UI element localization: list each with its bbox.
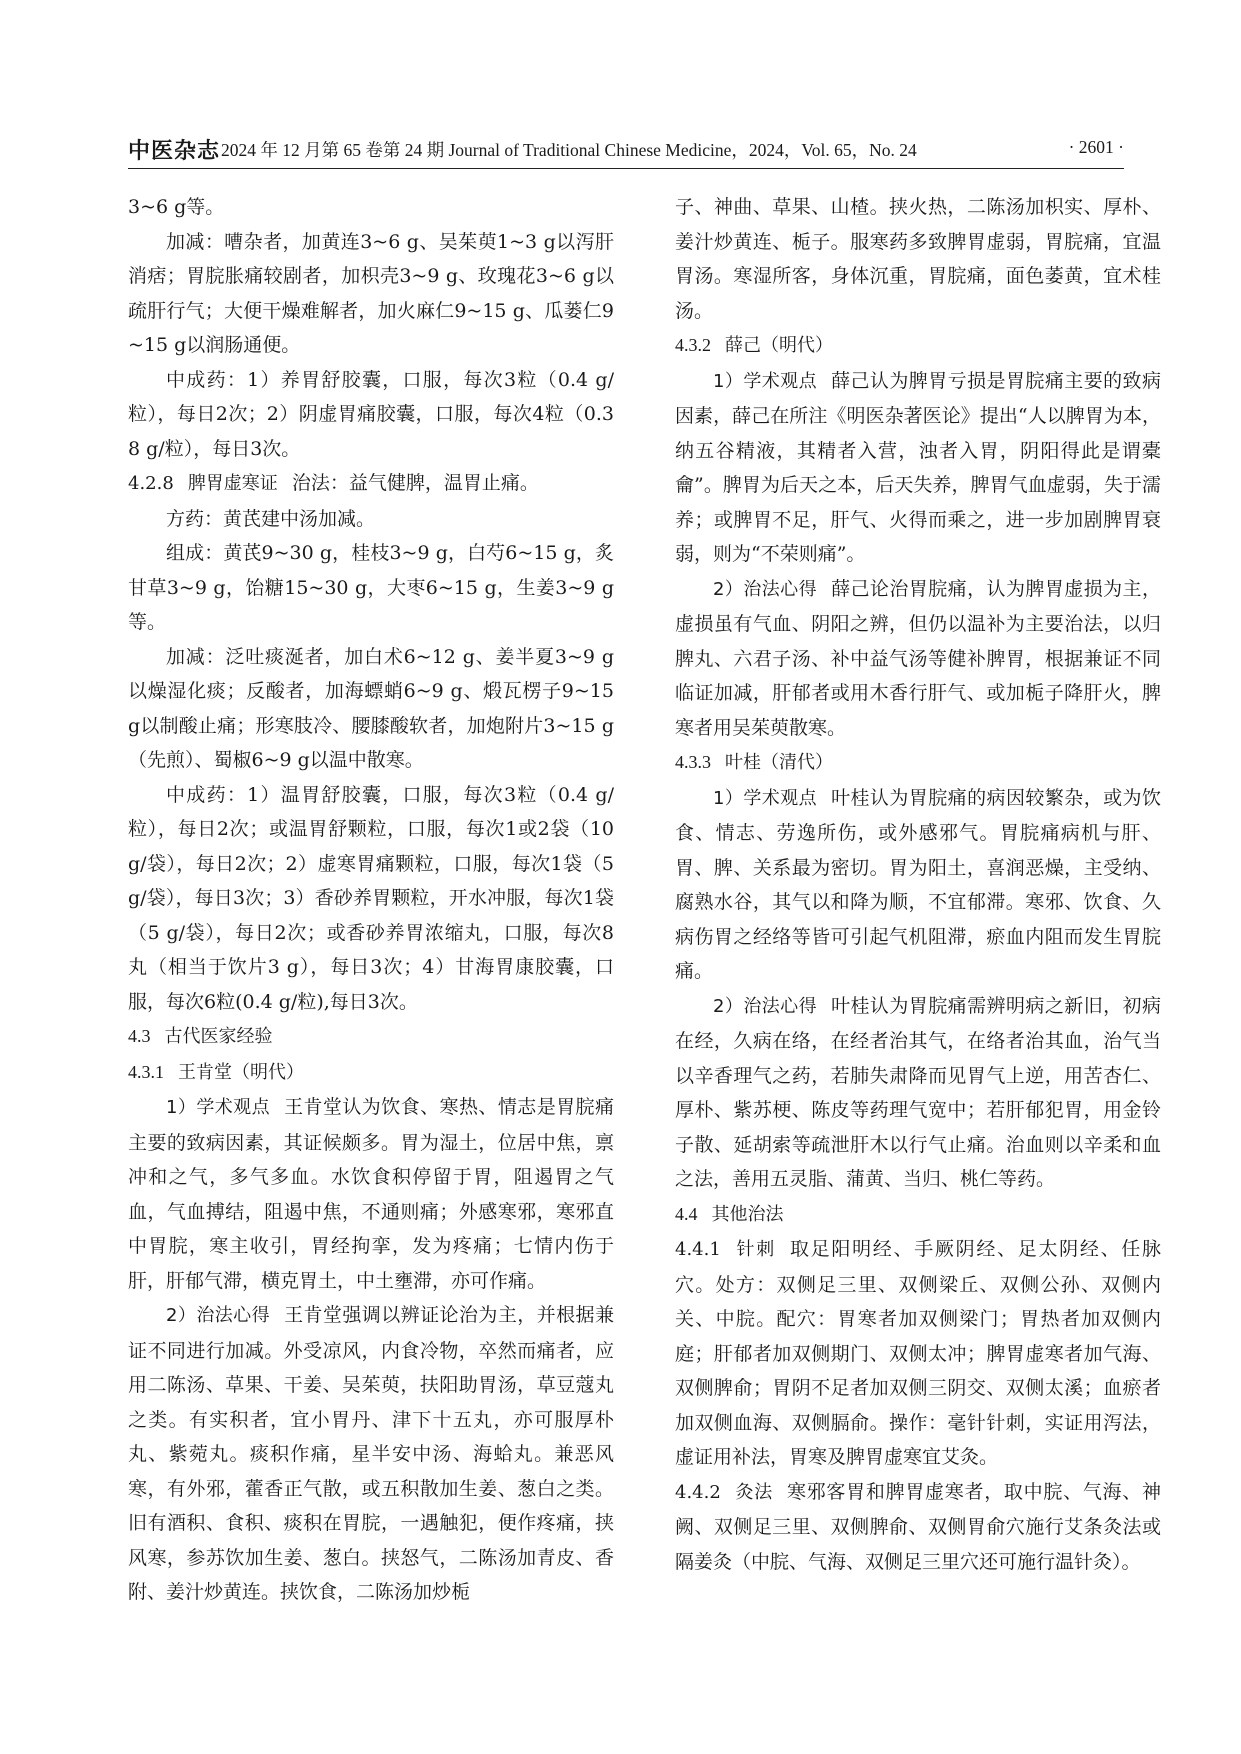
section-title: 薛己（明代）	[725, 335, 833, 356]
paragraph: 方药：黄芪建中汤加减。	[166, 507, 376, 530]
paragraph-lead: 2）治法心得	[166, 1305, 271, 1326]
paragraph-lead: 1）学术观点	[713, 787, 818, 809]
paragraph: 子、神曲、草果、山楂。挟火热，二陈汤加枳实、厚朴、姜汁炒黄连、栀子。服寒药多致脾胃虚弱，胃脘痛，宜温胃汤。寒湿所客，身体沉重，胃脘痛，面色萎黄，宜术桂汤。	[675, 196, 1161, 322]
paragraph: 加减：嘈杂者，加黄连3~6 g、吴茱萸1~3 g以泻肝消痞；胃脘胀痛较剧者，加枳壳3~9 g、玫瑰花3~6 g以疏肝行气；大便干燥难解者，加火麻仁9~15 g、瓜蒌仁9~15 g以润肠通便。	[128, 230, 614, 356]
paragraph-text: 王肯堂强调以辨证论治为主，并根据兼证不同进行加减。外受凉风，内食冷物，卒然而痛者，应用二陈汤、草果、干姜、吴茱萸，扶阳助胃汤，草豆蔻丸之类。有实积者，宜小胃丹、津下十五丸，亦可服厚朴丸、紫菀丸。痰积作痛，星半安中汤、海蛤丸。兼恶风寒，有外邪，藿香正气散，或五积散加生姜、葱白之类。旧有酒积、食积、痰积在胃脘，一遇触犯，便作疼痛，挟风寒，参苏饮加生姜、葱白。挟怒气，二陈汤加青皮、香附、姜汁炒黄连。挟饮食，二陈汤加炒栀	[128, 1304, 614, 1603]
paragraph: 加减：泛吐痰涎者，加白术6~12 g、姜半夏3~9 g以燥湿化痰；反酸者，加海螵蛸6~9 g、煅瓦楞子9~15 g以制酸止痛；形寒肢冷、腰膝酸软者，加炮附片3~15 g（先煎）、蜀椒6~9 g以温中散寒。	[128, 645, 614, 771]
journal-brand: 中医杂志	[128, 138, 221, 164]
section-title: 针刺	[734, 1239, 776, 1260]
paragraph	[128, 1298, 614, 1610]
paragraph-lead: 2）治法心得	[713, 995, 818, 1017]
paragraph	[675, 781, 1161, 989]
section-heading-4-3	[128, 1019, 614, 1055]
section-heading-4-4	[675, 1197, 1161, 1233]
paragraph-lead: 2）治法心得	[713, 578, 818, 600]
paragraph: 中成药：1）养胃舒胶囊，口服，每次3粒（0.4 g/粒），每日2次；2）阴虚胃痛胶囊，口服，每次4粒（0.38 g/粒），每日3次。	[128, 368, 614, 460]
section-number: 4.4.1	[675, 1239, 721, 1260]
section-number: 4.4.2	[675, 1481, 721, 1503]
section-number: 4.3.3	[675, 752, 711, 772]
paragraph-text: 薛己论治胃脘痛，认为脾胃虚损为主，虚损虽有气血、阴阳之辨，但仍以温补为主要治法，以归脾丸、六君子汤、补中益气汤等健补脾胃，根据兼证不同临证加减，肝郁者或用木香行肝气、或加栀子降肝火，脾寒者用吴茱萸散寒。	[675, 577, 1161, 739]
running-header	[128, 134, 1124, 164]
section-inline-text: 取足阳明经、手厥阴经、足太阴经、任脉穴。处方：双侧足三里、双侧梁丘、双侧公孙、双侧内关、中脘。配穴：胃寒者加双侧梁门；胃热者加双侧内庭；肝郁者加双侧期门、双侧太冲；脾胃虚寒者加气海、双侧脾俞；胃阴不足者加双侧三阴交、双侧太溪；血瘀者加双侧血海、双侧膈俞。操作：毫针针刺，实证用泻法，虚证用补法，胃寒及脾胃虚寒宜艾灸。	[675, 1238, 1162, 1468]
section-inline-text: 寒邪客胃和脾胃虚寒者，取中脘、气海、神阙、双侧足三里、双侧脾俞、双侧胃俞穴施行艾条灸法或隔姜灸（中脘、气海、双侧足三里穴还可施行温针灸）。	[675, 1480, 1161, 1573]
section-number: 4.3.1	[128, 1061, 164, 1082]
section-heading-4-4-1	[675, 1232, 1161, 1475]
paragraph-text: 叶桂认为胃脘痛需辨明病之新旧，初病在经，久病在络，在经者治其气，在络者治其血，治气当以辛香理气之药，若肺失肃降而见胃气上逆，用苦杏仁、厚朴、紫苏梗、陈皮等药理气宽中；若肝郁犯胃，用金铃子散、延胡索等疏泄肝木以行气止痛。治血则以辛柔和血之法，善用五灵脂、蒲黄、当归、桃仁等药。	[675, 994, 1161, 1190]
section-heading-4-3-2	[675, 328, 1161, 364]
paragraph	[675, 989, 1161, 1197]
paragraph	[675, 364, 1161, 572]
paragraph: 组成：黄芪9~30 g，桂枝3~9 g，白芍6~15 g，炙甘草3~9 g，饴糖15~30 g，大枣6~15 g，生姜3~9 g等。	[128, 542, 614, 633]
section-title: 古代医家经验	[164, 1026, 273, 1047]
paragraph: 3~6 g等。	[128, 196, 225, 218]
paragraph-text: 薛己认为脾胃亏损是胃脘痛主要的致病因素，薛己在所注《明医杂著医论》提出“人以脾胃为本，纳五谷精液，其精者入营，浊者入胃，阴阳得此是谓橐龠”。脾胃为后天之本，后天失养，脾胃气血虚弱，失于濡养；或脾胃不足，肝气、火得而乘之，进一步加剧脾胃衰弱，则为“不荣则痛”。	[675, 369, 1161, 565]
left-column	[128, 190, 614, 1610]
paragraph: 中成药：1）温胃舒胶囊，口服，每次3粒（0.4 g/粒），每日2次；或温胃舒颗粒，口服，每次1或2袋（10 g/袋），每日2次；2）虚寒胃痛颗粒，口服，每次1袋（5 g/袋），每日3次；3）香砂养胃颗粒，开水冲服，每次1袋（5 g/袋），每日2次；或香砂养胃浓缩丸，口服，每次8丸（相当于饮片3 g），每日3次；4）甘海胃康胶囊，口服，每次6粒(0.4 g/粒),每日3次。	[128, 783, 614, 1013]
section-number: 4.4	[675, 1203, 698, 1224]
section-heading-4-4-2	[675, 1475, 1161, 1580]
paragraph	[128, 1090, 614, 1298]
right-column	[675, 190, 1161, 1579]
section-number: 4.2.8	[128, 473, 174, 494]
section-inline-text: 治法：益气健脾，温胃止痛。	[291, 472, 539, 494]
section-title: 灸法	[734, 1481, 773, 1503]
section-heading-4-3-3	[675, 745, 1161, 781]
paragraph	[675, 572, 1161, 746]
section-heading-4-2-8	[128, 466, 614, 502]
paragraph-text: 王肯堂认为饮食、寒热、情志是胃脘痛主要的致病因素，其证候颇多。胃为湿土，位居中焦，禀冲和之气，多气多血。水饮食积停留于胃，阻遏胃之气血，气血搏结，阻遏中焦，不通则痛；外感寒邪，寒邪直中胃脘，寒主收引，胃经拘挛，发为疼痛；七情内伤于肝，肝郁气滞，横克胃土，中土壅滞，亦可作痛。	[128, 1096, 614, 1292]
section-number: 4.3.2	[675, 335, 711, 355]
header-rule	[128, 168, 1124, 169]
paragraph-lead: 1）学术观点	[713, 370, 818, 392]
section-title: 其他治法	[711, 1203, 784, 1225]
section-number: 4.3	[128, 1026, 151, 1046]
section-heading-4-3-1	[128, 1055, 614, 1091]
paragraph-text: 叶桂认为胃脘痛的病因较繁杂，或为饮食、情志、劳逸所伤，或外感邪气。胃脘痛病机与肝、胃、脾、关系最为密切。胃为阳土，喜润恶燥，主受纳、腐熟水谷，其气以和降为顺，不宜郁滞。寒邪、饮食、久病伤胃之经络等皆可引起气机阻滞，瘀血内阻而发生胃脘痛。	[675, 786, 1161, 982]
page-number: · 2601 ·	[1068, 137, 1124, 157]
section-title: 脾胃虚寒证	[187, 473, 278, 494]
issue-line: 2024 年 12 月第 65 卷第 24 期 Journal of Traditional Chinese Medicine，2024，Vol. 65，No. 24	[221, 140, 917, 160]
section-title: 叶桂（清代）	[725, 752, 833, 773]
section-title: 王肯堂（明代）	[178, 1061, 304, 1083]
paragraph-lead: 1）学术观点	[166, 1097, 271, 1118]
